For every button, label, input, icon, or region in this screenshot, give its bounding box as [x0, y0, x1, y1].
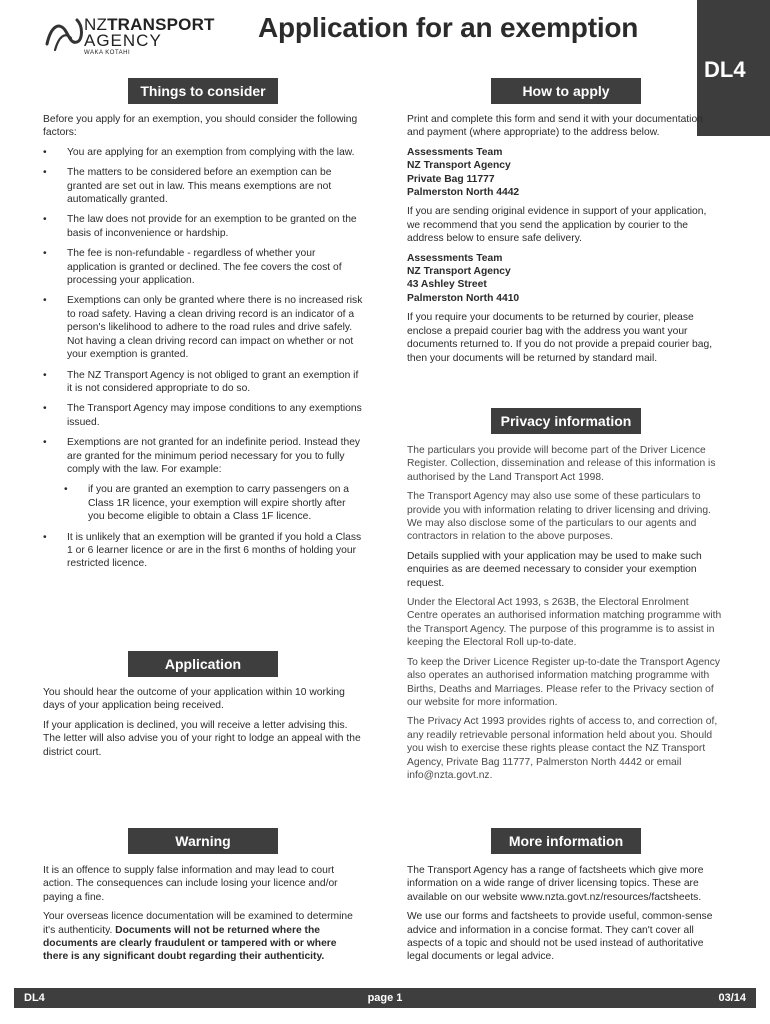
application-p1: You should hear the outcome of your application within 10 working days of your application being received.	[43, 687, 345, 712]
things-intro: Before you apply for an exemption, you should consider the following factors:	[43, 114, 358, 139]
list-item: • Exemptions can only be granted where there is no increased risk to road safety. Having a clean driving record is an indicator of a person's likelihood to adhere to the road rules and drive safely. Not having a clean driving record can impact on whether or not your exemption is granted.	[43, 294, 363, 361]
list-item: • You are applying for an exemption from complying with the law.	[43, 146, 363, 159]
heading-more-information: More information	[491, 828, 641, 854]
address-line: NZ Transport Agency	[407, 266, 511, 278]
logo-wordmark	[84, 16, 215, 56]
more-info-p1: The Transport Agency has a range of factsheets which give more information on a wide range of driver licensing topics. These are available on our website www.nzta.govt.nz/resources/factsheets.	[407, 865, 704, 903]
footer-form-code: DL4	[24, 992, 45, 1004]
list-item: • The fee is non-refundable - regardless of whether your application is granted or declined. The fee covers the cost of processing your application.	[43, 247, 363, 287]
address-line: Assessments Team	[407, 146, 503, 158]
list-item: • The NZ Transport Agency is not obliged to grant an exemption if it is not considered appropriate to do so.	[43, 369, 363, 396]
warning-p2-normal: Your overseas licence documentation will be examined to determine it's authenticity.	[43, 911, 353, 936]
address-line: Palmerston North 4410	[407, 292, 520, 304]
list-item: • The matters to be considered before an exemption can be granted are set out in law. This means exemptions are not automatically granted.	[43, 166, 363, 206]
list-item: • The law does not provide for an exemption to be granted on the basis of inconvenience or hardship.	[43, 213, 363, 240]
address-line: Palmerston North 4442	[407, 187, 520, 199]
address-line: Assessments Team	[407, 252, 503, 264]
logo-agency: AGENCY	[84, 31, 162, 50]
heading-privacy-information: Privacy information	[491, 408, 641, 434]
things-bullet-list	[43, 146, 363, 571]
heading-warning: Warning	[128, 828, 278, 854]
logo-transport: TRANSPORT	[107, 15, 215, 34]
privacy-paragraph: Under the Electoral Act 1993, s 263B, the Electoral Enrolment Centre operates an authorised information matching programme with the Transport Agency. The purpose of this programme is to assist in keeping the Electoral Roll up-to-date.	[407, 597, 722, 649]
address-block-2	[407, 252, 722, 306]
warning-section	[43, 864, 363, 970]
warning-p2	[43, 910, 363, 964]
application-p2: If your application is declined, you will receive a letter advising this. The letter will also advise you of your right to lodge an appeal with the district court.	[43, 719, 361, 758]
how-to-apply-section	[407, 113, 722, 371]
how-p2: If you are sending original evidence in support of your application, we recommend that you send the application by courier to the address below to ensure safe delivery.	[407, 206, 707, 245]
footer-date: 03/14	[718, 992, 746, 1004]
list-item: • It is unlikely that an exemption will be granted if you hold a Class 1 or 6 learner licence or are in the first 6 months of holding your restricted licence.	[43, 531, 363, 571]
privacy-paragraph: The Privacy Act 1993 provides rights of access to, and correction of, any readily retrievable personal information held about you. Should you wish to exercise these rights please contact the NZ Transport Agency, Private Bag 11777, Palmerston North 4442 or email info@nzta.govt.nz.	[407, 716, 718, 781]
list-item: • The Transport Agency may impose conditions to any exemptions issued.	[43, 402, 363, 429]
application-section	[43, 686, 363, 765]
address-line: 43 Ashley Street	[407, 279, 487, 291]
page-title: Application for an exemption	[258, 12, 639, 43]
more-information-section	[407, 864, 722, 970]
privacy-paragraph: To keep the Driver Licence Register up-to-date the Transport Agency also operates an authorised information matching programme with Births, Deaths and Marriages. Please refer to the Privacy section of our website for more information.	[407, 656, 721, 708]
footer-page-number: page 1	[367, 992, 403, 1004]
address-line: Private Bag 11777	[407, 173, 495, 185]
list-item: • Exemptions are not granted for an indefinite period. Instead they are granted for the minimum period necessary for you to fully comply with the law. For example:	[43, 436, 363, 476]
how-p1: Print and complete this form and send it with your documentation and payment (where appropriate) to the address below.	[407, 114, 703, 139]
page-footer	[14, 988, 756, 1008]
form-code: DL4	[704, 57, 746, 82]
privacy-paragraph: The Transport Agency may also use some of these particulars to provide you with information relating to driver licensing and driving. We may also disclose some of the particulars to our agents and contractors in relation to the above purposes.	[407, 491, 711, 543]
address-line: NZ Transport Agency	[407, 160, 511, 172]
address-block-1	[407, 146, 722, 200]
sub-list-item: • if you are granted an exemption to carry passengers on a Class 1R licence, your exemption will expire shortly after you become eligible to obtain a Class 1F licence.	[43, 483, 363, 523]
heading-how-to-apply: How to apply	[491, 78, 641, 104]
heading-things-to-consider: Things to consider	[128, 78, 278, 104]
logo-nz: NZ	[84, 15, 108, 34]
things-to-consider-section	[43, 113, 363, 578]
warning-p1: It is an offence to supply false information and may lead to court action. The consequences can include losing your licence and/or paying a fine.	[43, 865, 338, 903]
logo-subtitle: WAKA KOTAHI	[84, 50, 131, 56]
more-info-p2: We use our forms and factsheets to provide useful, common-sense advice and information in a concise format. They can't cover all aspects of a topic and should not be used instead of authoritative legal documents or legal advice.	[407, 911, 713, 963]
privacy-paragraph: Details supplied with your application may be used to make such enquiries as are deemed necessary to consider your exemption request.	[407, 550, 702, 589]
how-p3: If you require your documents to be returned by courier, please enclose a prepaid courier bag with the address you want your documents returned to. If you do not provide a prepaid courier bag, then your documents will be returned by standard mail.	[407, 312, 713, 364]
privacy-section	[407, 444, 722, 788]
privacy-paragraph: The particulars you provide will become part of the Driver Licence Register. Collection, dissemination and release of this information is authorised by the Land Transport Act 1998.	[407, 445, 716, 483]
heading-application: Application	[128, 651, 278, 677]
warning-p2-bold: Documents will not be returned where the documents are clearly fraudulent or tampered with or where there is any significant doubt regarding their authenticity.	[43, 924, 337, 963]
